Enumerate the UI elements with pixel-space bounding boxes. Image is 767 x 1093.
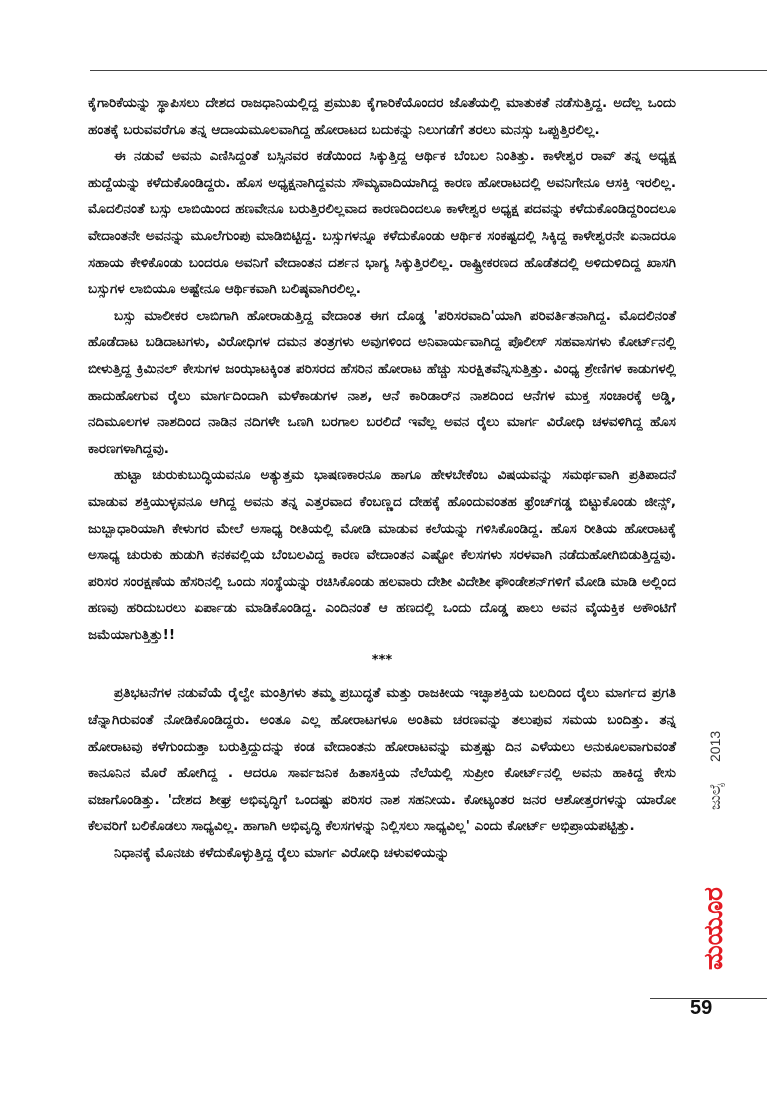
paragraph-3: ಬಸ್ಸು ಮಾಲೀಕರ ಲಾಬಿಗಾಗಿ ಹೋರಾಡುತ್ತಿದ್ದ ವೇದಾಂತ ಈಗ ದೊಡ್ಡ 'ಪರಿಸರವಾದಿ'ಯಾಗಿ ಪರಿವರ್ತಿತನಾಗಿದ್ದ. ಮೊದಲಿನಂತೆ ಹೊಡೆದಾಟ ಬಡಿದಾಟಗಳು, ವಿರೋಧಿಗಳ ದಮನ ತಂತ್ರಗಳು ಅವುಗಳಿಂದ ಅನಿವಾರ್ಯವಾಗಿದ್ದ ಪೊಲೀಸ್ ಸಹವಾಸಗಳು ಕೋರ್ಟ್‌ನಲ್ಲಿ ಬೀಳುತ್ತಿದ್ದ ಕ್ರಿಮಿನಲ್ ಕೇಸುಗಳ ಜಂಝಾಟಕ್ಕಿಂತ ಪರಿಸರದ ಹೆಸರಿನ ಹೋರಾಟ ಹೆಚ್ಚು ಸುರಕ್ಷಿತವೆನ್ನಿಸುತ್ತಿತ್ತು. ವಿಂಧ್ಯ ಶ್ರೇಣಿಗಳ ಕಾಡುಗಳಲ್ಲಿ ಹಾದುಹೋಗುವ ರೈಲು ಮಾರ್ಗದಿಂದಾಗಿ ಮಳೆಕಾಡುಗಳ ನಾಶ, ಆನೆ ಕಾರಿಡಾರ್‌ನ ನಾಶದಿಂದ ಆನೆಗಳ ಮುಕ್ತ ಸಂಚಾರಕ್ಕೆ ಅಡ್ಡಿ, ನದಿಮೂಲಗಳ ನಾಶದಿಂದ ನಾಡಿನ ನದಿಗಳೇ ಒಣಗಿ ಬರಗಾಲ ಬರಲಿದೆ ಇವೆಲ್ಲ ಅವನ ರೈಲು ಮಾರ್ಗ ವಿರೋಧಿ ಚಳವಳಿಗಿದ್ದ ಹೊಸ ಕಾರಣಗಳಾಗಿದ್ದವು. — [88, 307, 676, 457]
section-separator: *** — [371, 653, 393, 669]
paragraph-6: ನಿಧಾನಕ್ಕೆ ಮೊನಚು ಕಳೆದುಕೊಳ್ಳುತ್ತಿದ್ದ ರೈಲು ಮಾರ್ಗ ವಿರೋಧಿ ಚಳುವಳಿಯನ್ನು — [114, 845, 450, 862]
article-body — [88, 90, 676, 867]
page-number: 59 — [690, 997, 713, 1019]
paragraph-1: ಕೈಗಾರಿಕೆಯನ್ನು ಸ್ಥಾಪಿಸಲು ದೇಶದ ರಾಜಧಾನಿಯಲ್ಲಿದ್ದ ಪ್ರಮುಖ ಕೈಗಾರಿಕೆಯೊಂದರ ಜೊತೆಯಲ್ಲಿ ಮಾತುಕತೆ ನಡೆಸುತ್ತಿದ್ದ. ಅದೆಲ್ಲ ಒಂದು ಹಂತಕ್ಕೆ ಬರುವವರೆಗೂ ತನ್ನ ಆದಾಯಮೂಲವಾಗಿದ್ದ ಹೋರಾಟದ ಬದುಕನ್ನು ನಿಲುಗಡೆಗೆ ತರಲು ಮನಸ್ಸು ಒಪ್ಪುತ್ತಿರಲಿಲ್ಲ. — [88, 95, 676, 138]
paragraph-5: ಪ್ರತಿಭಟನೆಗಳ ನಡುವೆಯೆ ರೈಲ್ವೇ ಮಂತ್ರಿಗಳು ತಮ್ಮ ಪ್ರಬುದ್ಧತೆ ಮತ್ತು ರಾಜಕೀಯ ಇಚ್ಛಾಶಕ್ತಿಯ ಬಲದಿಂದ ರೈಲು ಮಾರ್ಗದ ಪ್ರಗತಿ ಚೆನ್ನಾಗಿರುವಂತೆ ನೋಡಿಕೊಂಡಿದ್ದರು. ಅಂತೂ ಎಲ್ಲ ಹೋರಾಟಗಳೂ ಅಂತಿಮ ಚರಣವನ್ನು ತಲುಪುವ ಸಮಯ ಬಂದಿತ್ತು. ತನ್ನ ಹೋರಾಟವು ಕಳೆಗುಂದುತ್ತಾ ಬರುತ್ತಿದ್ದುದನ್ನು ಕಂಡ ವೇದಾಂತನು ಹೋರಾಟವನ್ನು ಮತ್ತಷ್ಟು ದಿನ ಎಳೆಯಲು ಅನುಕೂಲವಾಗುವಂತೆ ಕಾನೂನಿನ ಮೊರೆ ಹೋಗಿದ್ದ . ಆದರೂ ಸಾರ್ವಜನಿಕ ಹಿತಾಸಕ್ತಿಯ ನೆಲೆಯಲ್ಲಿ ಸುಪ್ರೀಂ ಕೋರ್ಟ್‌ನಲ್ಲಿ ಅವನು ಹಾಕಿದ್ದ ಕೇಸು ವಜಾಗೊಂಡಿತ್ತು. 'ದೇಶದ ಶೀಘ್ರ ಅಭಿವೃದ್ಧಿಗೆ ಒಂದಷ್ಟು ಪರಿಸರ ನಾಶ ಸಹನೀಯ. ಕೋಟ್ಯಂತರ ಜನರ ಆಶೋತ್ತರಗಳನ್ನು ಯಾರೋ ಕೆಲವರಿಗೆ ಬಲಿಕೊಡಲು ಸಾಧ್ಯವಿಲ್ಲ. ಹಾಗಾಗಿ ಅಭಿವೃದ್ಧಿ ಕೆಲಸಗಳನ್ನು ನಿಲ್ಲಿಸಲು ಸಾಧ್ಯವಿಲ್ಲ' ಎಂದು ಕೋರ್ಟ್ ಅಭಿಪ್ರಾಯಪಟ್ಟಿತ್ತು. — [88, 685, 676, 835]
magazine-name: ಮಯೂರ — [700, 887, 729, 970]
top-rule — [90, 70, 767, 71]
paragraph-4: ಹುಟ್ಟಾ ಚುರುಕುಬುದ್ಧಿಯವನೂ ಅತ್ಯುತ್ತಮ ಭಾಷಣಕಾರನೂ ಹಾಗೂ ಹೇಳಬೇಕೆಂಬ ವಿಷಯವನ್ನು ಸಮರ್ಥವಾಗಿ ಪ್ರತಿಪಾದನೆ ಮಾಡುವ ಶಕ್ತಿಯುಳ್ಳವನೂ ಆಗಿದ್ದ ಅವನು ತನ್ನ ಎತ್ತರವಾದ ಕೆಂಬಣ್ಣದ ದೇಹಕ್ಕೆ ಹೊಂದುವಂತಹ ಫ್ರೆಂಚ್‌ಗಡ್ಡ ಬಿಟ್ಟುಕೊಂಡು ಜೀನ್ಸ್, ಜುಬ್ಬಾಧಾರಿಯಾಗಿ ಕೇಳುಗರ ಮೇಲೆ ಅಸಾಧ್ಯ ರೀತಿಯಲ್ಲಿ ಮೋಡಿ ಮಾಡುವ ಕಲೆಯನ್ನು ಗಳಿಸಿಕೊಂಡಿದ್ದ. ಹೊಸ ರೀತಿಯ ಹೋರಾಟಕ್ಕೆ ಅಸಾಧ್ಯ ಚುರುಕು ಹುಡುಗಿ ಕನಕವಲ್ಲಿಯ ಬೆಂಬಲವಿದ್ದ ಕಾರಣ ವೇದಾಂತನ ಎಷ್ಟೋ ಕೆಲಸಗಳು ಸರಳವಾಗಿ ನಡೆದುಹೋಗಿಬಿಡುತ್ತಿದ್ದವು. ಪರಿಸರ ಸಂರಕ್ಷಣೆಯ ಹೆಸರಿನಲ್ಲಿ ಒಂದು ಸಂಸ್ಥೆಯನ್ನು ರಚಿಸಿಕೊಂಡು ಹಲವಾರು ದೇಶೀ ವಿದೇಶೀ ಫೌಂಡೇಶನ್‌ಗಳಿಗೆ ಮೋಡಿ ಮಾಡಿ ಅಲ್ಲಿಂದ ಹಣವು ಹರಿದುಬರಲು ಏರ್ಪಾಡು ಮಾಡಿಕೊಂಡಿದ್ದ. ಎಂದಿನಂತೆ ಆ ಹಣದಲ್ಲಿ ಒಂದು ದೊಡ್ಡ ಪಾಲು ಅವನ ವೈಯಕ್ತಿಕ ಅಕೌಂಟಿಗೆ ಜಮೆಯಾಗುತ್ತಿತ್ತು!! — [88, 467, 676, 643]
magazine-year: 2013 — [707, 730, 723, 762]
magazine-month: ಜುಲೈ — [706, 782, 724, 810]
magazine-side-label — [700, 700, 730, 970]
paragraph-2: ಈ ನಡುವೆ ಅವನು ಎಣಿಸಿದ್ದಂತೆ ಬಸ್ಸಿನವರ ಕಡೆಯಿಂದ ಸಿಕ್ಕುತ್ತಿದ್ದ ಆರ್ಥಿಕ ಬೆಂಬಲ ನಿಂತಿತ್ತು. ಕಾಳೇಶ್ವರ ರಾವ್ ತನ್ನ ಅಧ್ಯಕ್ಷ ಹುದ್ದೆಯನ್ನು ಕಳೆದುಕೊಂಡಿದ್ದರು. ಹೊಸ ಅಧ್ಯಕ್ಷನಾಗಿದ್ದವನು ಸೌಮ್ಯವಾದಿಯಾಗಿದ್ದ ಕಾರಣ ಹೋರಾಟದಲ್ಲಿ ಅವನಿಗೇನೂ ಆಸಕ್ತಿ ಇರಲಿಲ್ಲ. ಮೊದಲಿನಂತೆ ಬಸ್ಸು ಲಾಬಿಯಿಂದ ಹಣವೇನೂ ಬರುತ್ತಿರಲಿಲ್ಲವಾದ ಕಾರಣದಿಂದಲೂ ಕಾಳೇಶ್ವರ ಅಧ್ಯಕ್ಷ ಪದವನ್ನು ಕಳೆದುಕೊಂಡಿದ್ದರಿಂದಲೂ ವೇದಾಂತನೇ ಅವನನ್ನು ಮೂಲೆಗುಂಪು ಮಾಡಿಬಿಟ್ಟಿದ್ದ. ಬಸ್ಸುಗಳನ್ನೂ ಕಳೆದುಕೊಂಡು ಆರ್ಥಿಕ ಸಂಕಷ್ಟದಲ್ಲಿ ಸಿಕ್ಕಿದ್ದ ಕಾಳೇಶ್ವರನೇ ಏನಾದರೂ ಸಹಾಯ ಕೇಳಿಕೊಂಡು ಬಂದರೂ ಅವನಿಗೆ ವೇದಾಂತನ ದರ್ಶನ ಭಾಗ್ಯ ಸಿಕ್ಕುತ್ತಿರಲಿಲ್ಲ. ರಾಷ್ಟ್ರೀಕರಣದ ಹೊಡೆತದಲ್ಲಿ ಅಳಿದುಳಿದಿದ್ದ ಖಾಸಗಿ ಬಸ್ಸುಗಳ ಲಾಬಿಯೂ ಅಷ್ಟೇನೂ ಆರ್ಥಿಕವಾಗಿ ಬಲಿಷ್ಠವಾಗಿರಲಿಲ್ಲ. — [88, 148, 676, 298]
